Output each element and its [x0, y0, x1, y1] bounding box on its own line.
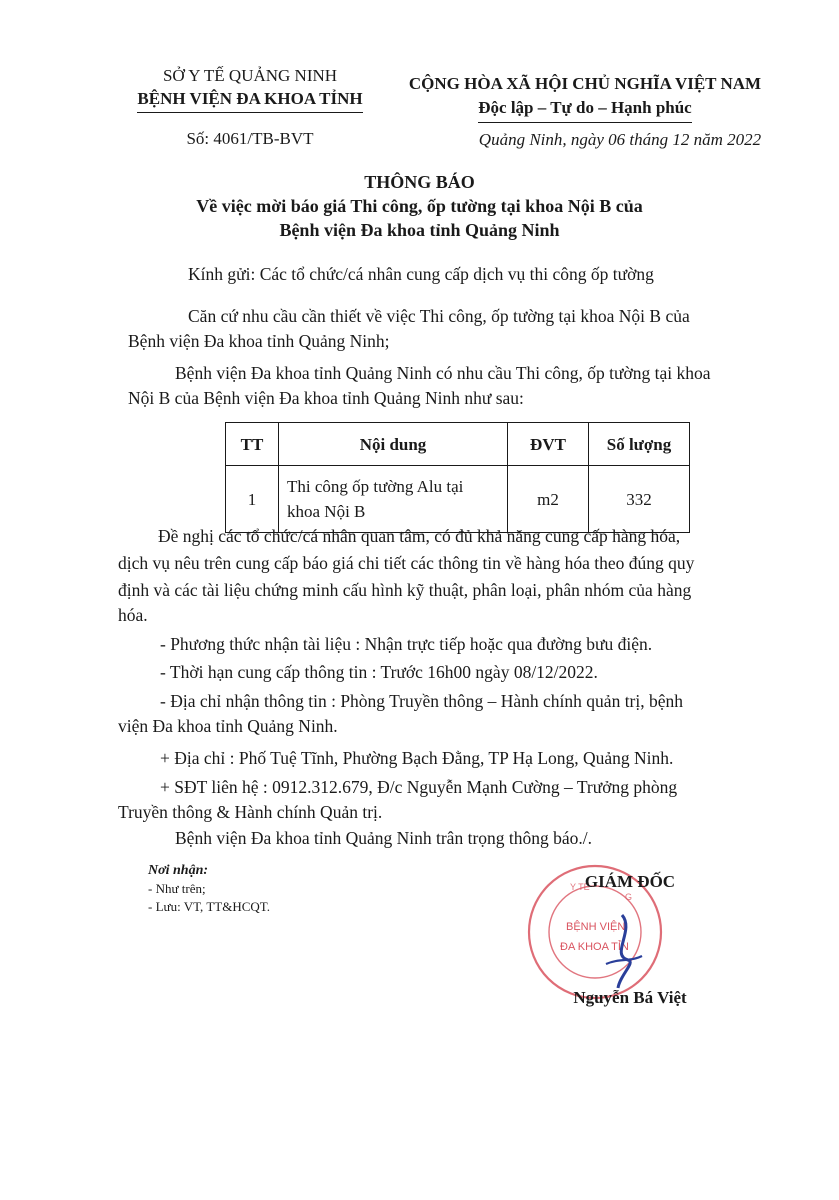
cell-tt: 1	[226, 466, 279, 533]
cell-content	[279, 466, 508, 533]
paragraph-1-line-2: Bệnh viện Đa khoa tỉnh Quảng Ninh;	[128, 331, 390, 351]
paragraph-3-line-1: Đề nghị các tổ chức/cá nhân quan tâm, có đủ khả năng cung cấp hàng hóa,	[158, 526, 681, 546]
title-line-2: Bệnh viện Đa khoa tỉnh Quảng Ninh	[279, 220, 560, 240]
issue-date: Quảng Ninh, ngày 06 tháng 12 năm 2022	[478, 130, 762, 149]
cell-unit: m2	[508, 466, 589, 533]
paragraph-1-line-1: Căn cứ nhu cầu cần thiết về việc Thi công, ốp tường tại khoa Nội B của	[188, 306, 690, 326]
title-line-1: Về việc mời báo giá Thi công, ốp tường tại khoa Nội B của	[196, 196, 643, 216]
paragraph-3-line-4: hóa.	[118, 605, 148, 625]
issuer-block	[100, 64, 400, 150]
recipients-heading: Nơi nhận:	[148, 863, 209, 878]
recipients-block	[148, 862, 270, 916]
recipient-item: - Lưu: VT, TT&HCQT.	[148, 899, 270, 914]
table-row	[226, 466, 690, 533]
country-name: CỘNG HÒA XÃ HỘI CHỦ NGHĨA VIỆT NAM	[408, 74, 762, 93]
bullet-receive-method: - Phương thức nhận tài liệu : Nhận trực tiếp hoặc qua đường bưu điện.	[160, 634, 653, 654]
closing-statement: Bệnh viện Đa khoa tỉnh Quảng Ninh trân trọng thông báo./.	[175, 828, 593, 848]
bullet-street-address: + Địa chỉ : Phố Tuệ Tĩnh, Phường Bạch Đằng, TP Hạ Long, Quảng Ninh.	[160, 748, 674, 768]
salutation: Kính gửi: Các tổ chức/cá nhân cung cấp dịch vụ thi công ốp tường	[188, 264, 654, 284]
recipient-item: - Như trên;	[148, 881, 206, 896]
document-title	[0, 170, 839, 242]
bullet-contact-line-1: + SĐT liên hệ : 0912.312.679, Đ/c Nguyễn Mạnh Cường – Trưởng phòng	[160, 777, 678, 797]
header-unit: ĐVT	[508, 423, 589, 466]
header-tt: TT	[226, 423, 279, 466]
signer-title: GIÁM ĐỐC	[584, 872, 676, 891]
document-number: Số: 4061/TB-BVT	[186, 129, 314, 148]
signer-name: Nguyễn Bá Việt	[573, 988, 687, 1007]
national-header	[385, 72, 785, 123]
paragraph-3-line-2: dịch vụ nêu trên cung cấp báo giá chi tiết các thông tin về hàng hóa theo đúng quy	[118, 553, 695, 573]
paragraph-2-line-1: Bệnh viện Đa khoa tỉnh Quảng Ninh có nhu cầu Thi công, ốp tường tại khoa	[175, 363, 711, 383]
svg-text:Y TẾ: Y TẾ	[570, 882, 590, 892]
title-type: THÔNG BÁO	[364, 172, 475, 192]
items-table	[225, 422, 690, 533]
seal-text-line-2: ĐA KHOA TỈN	[560, 941, 629, 953]
org-name: BỆNH VIỆN ĐA KHOA TỈNH	[137, 87, 362, 113]
paragraph-2-line-2: Nội B của Bệnh viện Đa khoa tỉnh Quảng Ninh như sau:	[128, 388, 524, 408]
bullet-contact-line-2: Truyền thông & Hành chính Quản trị.	[118, 802, 383, 822]
bullet-deadline: - Thời hạn cung cấp thông tin : Trước 16h00 ngày 08/12/2022.	[160, 662, 598, 682]
seal-text-line-1: BỆNH VIỆN	[566, 921, 626, 933]
table-header-row	[226, 423, 690, 466]
paragraph-3-line-3: định và các tài liệu chứng minh cấu hình kỹ thuật, phân loại, phân nhóm của hàng	[118, 580, 692, 600]
cell-quantity: 332	[589, 466, 690, 533]
svg-text:G: G	[625, 892, 633, 902]
header-content: Nội dung	[279, 423, 508, 466]
cell-content-line-2: khoa Nội B	[287, 502, 366, 521]
header-quantity: Số lượng	[589, 423, 690, 466]
agency-name: SỞ Y TẾ QUẢNG NINH	[162, 66, 338, 85]
bullet-address-line-2: viện Đa khoa tỉnh Quảng Ninh.	[118, 716, 338, 736]
bullet-address-line-1: - Địa chỉ nhận thông tin : Phòng Truyền thông – Hành chính quản trị, bệnh	[160, 691, 684, 711]
cell-content-line-1: Thi công ốp tường Alu tại	[287, 477, 464, 496]
national-motto: Độc lập – Tự do – Hạnh phúc	[478, 96, 691, 123]
